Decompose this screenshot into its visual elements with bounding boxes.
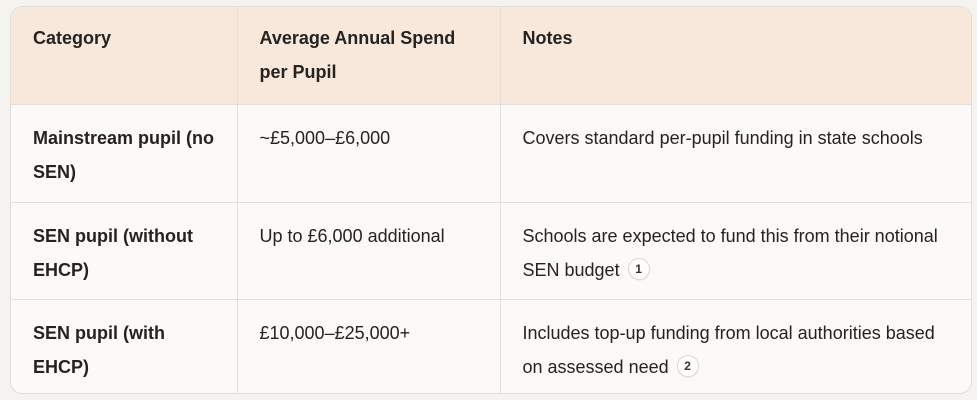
table-row bbox=[11, 202, 971, 299]
header-average-annual-spend: Average Annual Spend per Pupil bbox=[237, 7, 500, 104]
notes-text: Includes top-up funding from local authorities based on assessed need bbox=[522, 322, 935, 377]
cell-category: SEN pupil (without EHCP) bbox=[11, 202, 237, 299]
funding-table-container bbox=[10, 6, 972, 394]
header-notes: Notes bbox=[500, 7, 971, 104]
cell-notes bbox=[500, 202, 971, 299]
cell-spend: ~£5,000–£6,000 bbox=[237, 104, 500, 202]
cell-spend: Up to £6,000 additional bbox=[237, 202, 500, 299]
citation-badge-2[interactable]: 2 bbox=[677, 355, 699, 377]
table-header bbox=[11, 7, 971, 104]
cell-spend: £10,000–£25,000+ bbox=[237, 299, 500, 394]
cell-notes bbox=[500, 299, 971, 394]
table-row bbox=[11, 299, 971, 394]
cell-category: SEN pupil (with EHCP) bbox=[11, 299, 237, 394]
cell-notes bbox=[500, 104, 971, 202]
table-row bbox=[11, 104, 971, 202]
header-row bbox=[11, 7, 971, 104]
header-category: Category bbox=[11, 7, 237, 104]
notes-text: Schools are expected to fund this from their notional SEN budget bbox=[522, 225, 938, 280]
citation-badge-1[interactable]: 1 bbox=[628, 258, 650, 280]
funding-table bbox=[11, 7, 971, 394]
cell-category: Mainstream pupil (no SEN) bbox=[11, 104, 237, 202]
notes-text: Covers standard per-pupil funding in state schools bbox=[522, 127, 923, 148]
table-body bbox=[11, 104, 971, 394]
